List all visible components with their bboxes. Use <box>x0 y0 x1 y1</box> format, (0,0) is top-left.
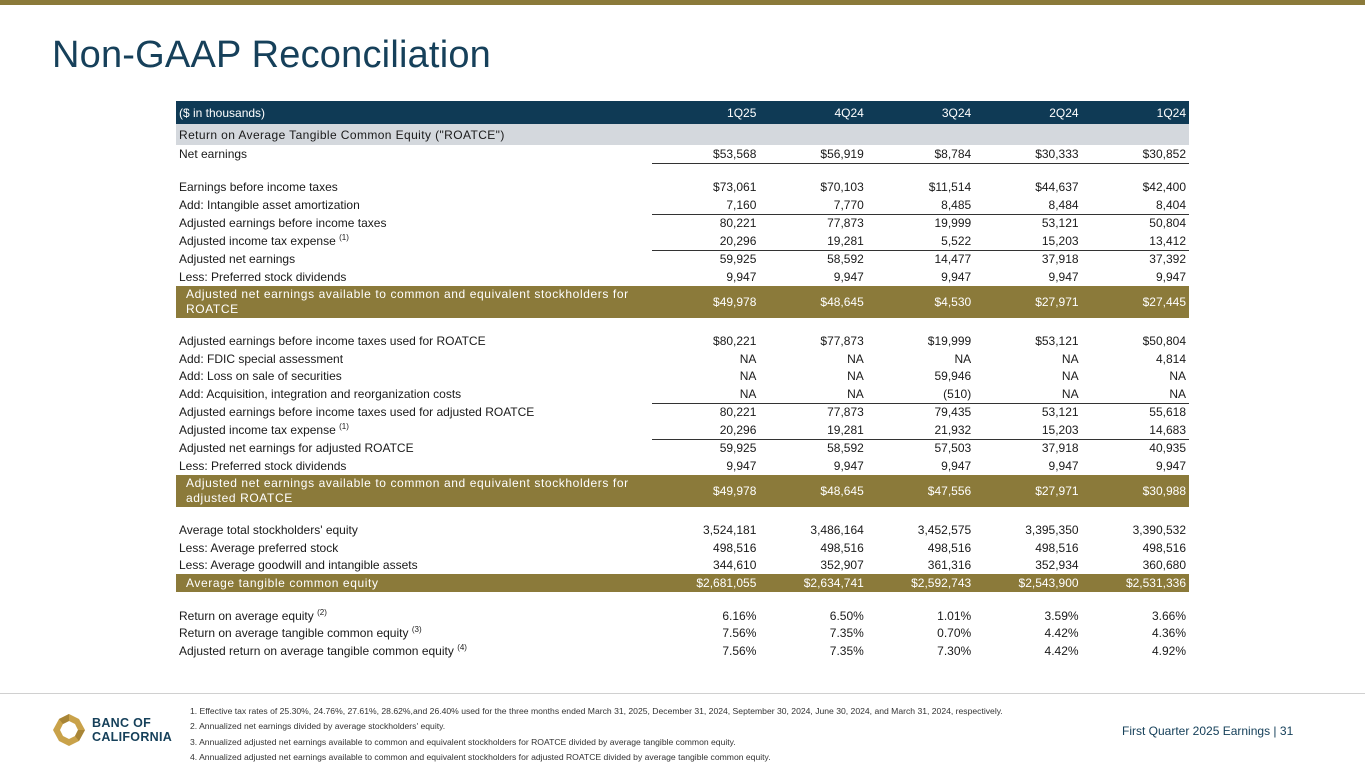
table-row-avg-goodwill <box>176 557 1189 575</box>
row-value: $2,543,900 <box>974 574 1081 592</box>
row-value: 3,452,575 <box>917 523 972 538</box>
row-value: 344,610 <box>713 558 757 573</box>
footnote-ref: (2) <box>317 607 327 617</box>
row-value: 4.42% <box>1044 626 1079 641</box>
row-value: 6.50% <box>829 608 864 623</box>
row-value: 55,618 <box>1149 405 1186 420</box>
row-label: Adjusted earnings before income taxes used for adjusted ROATCE <box>179 405 535 419</box>
row-value: 3.59% <box>1044 608 1079 623</box>
row-value: 498,516 <box>1035 540 1079 555</box>
row-value: $53,121 <box>1035 334 1079 349</box>
row-value: 9,947 <box>726 269 757 284</box>
footnote-1: 1. Effective tax rates of 25.30%, 24.76%, 27.61%, 28.62%,and 26.40% used for the three months ended March 31, 2025, December 31, 2024, September 30, 2024, June 30, 2024, and March 31, 2024, respectively. <box>190 706 1003 716</box>
row-value: NA <box>739 369 757 384</box>
row-value: 352,907 <box>820 558 864 573</box>
table-row-adj-net-common-adj <box>176 475 1189 507</box>
row-label: Adjusted return on average tangible common equity $^{(4)}$ <box>179 642 467 658</box>
row-value: 77,873 <box>827 405 864 420</box>
row-value: $30,852 <box>1082 145 1189 163</box>
table-row-roatce <box>176 625 1189 643</box>
table-row-avg-equity <box>176 522 1189 540</box>
row-value: 6.16% <box>722 608 757 623</box>
row-value: $4,530 <box>867 286 974 318</box>
row-value: 53,121 <box>1041 216 1079 231</box>
row-label: Adjusted net earnings for adjusted ROATCE <box>179 441 414 455</box>
row-value: 37,392 <box>1149 252 1186 267</box>
row-value: 20,296 <box>652 421 759 439</box>
table-row-intangible-amort <box>176 196 1189 214</box>
row-label: Less: Preferred stock dividends <box>179 269 347 284</box>
row-value: 9,947 <box>1155 458 1186 473</box>
logo-line-1: BANC OF <box>92 716 152 730</box>
row-value: 361,316 <box>927 558 972 573</box>
table-row-pref-div2 <box>176 457 1189 475</box>
table-row-roae <box>176 607 1189 625</box>
row-value: $50,804 <box>1142 334 1186 349</box>
row-value: 7.30% <box>937 643 972 658</box>
row-value: 59,946 <box>934 369 972 384</box>
table-row-adj-roatce <box>176 642 1189 660</box>
row-value: NA <box>1169 369 1186 384</box>
row-value: $27,971 <box>974 475 1081 507</box>
row-value: 7,770 <box>759 196 866 214</box>
row-value: $8,784 <box>867 145 974 163</box>
table-row-adj-net <box>176 250 1189 268</box>
footnotes <box>190 704 1170 765</box>
row-label: Adjusted net earnings available to common and equivalent stockholders for ROATCE <box>176 286 652 318</box>
row-value: 13,412 <box>1082 232 1189 250</box>
row-value: 15,203 <box>974 421 1081 439</box>
row-value: 20,296 <box>652 232 759 250</box>
row-value: 14,683 <box>1082 421 1189 439</box>
row-label: Net earnings <box>179 147 248 161</box>
footnote-ref: (3) <box>411 625 422 635</box>
row-label: Average total stockholders' equity <box>179 523 358 538</box>
row-value: $56,919 <box>759 145 866 163</box>
row-value: 8,404 <box>1082 196 1189 214</box>
row-value: $2,592,743 <box>867 574 974 592</box>
row-label: Return on average tangible common equity $^{(3)}$ <box>179 625 422 641</box>
row-value: NA <box>1061 351 1079 366</box>
header-4q24: 4Q24 <box>759 101 866 124</box>
row-value: 19,281 <box>759 232 866 250</box>
row-label: Add: Intangible asset amortization <box>179 198 360 212</box>
row-value: 21,932 <box>867 421 974 439</box>
row-value: $49,978 <box>652 286 759 318</box>
row-value: 498,516 <box>820 540 864 555</box>
logo-wordmark <box>92 716 172 744</box>
row-value: 352,934 <box>1035 558 1079 573</box>
row-value: 498,516 <box>713 540 757 555</box>
footnote-4: 4. Annualized adjusted net earnings available to common and equivalent stockholders for adjusted ROATCE divided by average tangible common equity. <box>190 751 771 762</box>
table-row-adj-ebit-adj <box>176 403 1189 421</box>
footnote-ref: (4) <box>457 642 467 652</box>
row-value: 40,935 <box>1149 441 1186 456</box>
row-value: 4.42% <box>1044 643 1079 658</box>
row-value: $2,681,055 <box>652 574 759 592</box>
row-label: Less: Preferred stock dividends <box>179 458 347 473</box>
row-value: NA <box>759 385 866 403</box>
row-value: 8,485 <box>867 196 974 214</box>
row-value: 7.35% <box>829 626 864 641</box>
row-value: 1.01% <box>937 608 972 623</box>
row-value: 7.35% <box>829 643 864 658</box>
row-value: 7,160 <box>652 196 759 214</box>
row-value: NA <box>954 351 972 366</box>
row-value: $27,971 <box>974 286 1081 318</box>
row-value: NA <box>739 351 757 366</box>
footnote-ref: (1) <box>339 422 349 431</box>
footnote-ref: (1) <box>339 233 349 242</box>
row-value: $77,873 <box>820 334 864 349</box>
row-value: 80,221 <box>719 405 757 420</box>
page-title: Non-GAAP Reconciliation <box>52 34 492 76</box>
row-value: $30,333 <box>974 145 1081 163</box>
row-label: Return on average equity $^{(2)}$ <box>179 607 327 623</box>
row-value: 14,477 <box>934 252 972 267</box>
row-value: 9,947 <box>1048 458 1079 473</box>
row-value: NA <box>1061 369 1079 384</box>
row-value: 3,524,181 <box>703 523 757 538</box>
row-value: 50,804 <box>1149 216 1186 231</box>
row-value: 37,918 <box>1041 252 1079 267</box>
row-value: 3.66% <box>1151 608 1186 623</box>
table-row-adj-tax2 <box>176 421 1189 439</box>
row-value: $30,988 <box>1082 475 1189 507</box>
row-value: $11,514 <box>928 180 972 195</box>
row-label: Adjusted income tax expense $^{(1)}$ <box>179 233 349 248</box>
row-value: 3,486,164 <box>810 523 864 538</box>
footer-page-info <box>1122 724 1293 738</box>
row-value: 360,680 <box>1142 558 1186 573</box>
header-1q24: 1Q24 <box>1082 101 1189 124</box>
header-3q24: 3Q24 <box>867 101 974 124</box>
row-label: Adjusted net earnings available to common and equivalent stockholders for adjusted ROATCE <box>176 475 652 507</box>
row-value: 7.56% <box>722 626 757 641</box>
row-label: Less: Average preferred stock <box>179 540 339 555</box>
row-value: 37,918 <box>1041 441 1079 456</box>
row-value: 80,221 <box>719 216 757 231</box>
row-value: 19,281 <box>759 421 866 439</box>
row-value: 59,925 <box>719 252 757 267</box>
footer-text: First Quarter 2025 Earnings <box>1122 724 1271 738</box>
row-value: 3,395,350 <box>1025 523 1079 538</box>
row-value: 7.56% <box>722 643 757 658</box>
row-value: $70,103 <box>820 180 864 195</box>
table-row-net-earnings <box>176 145 1189 163</box>
row-value: $49,978 <box>652 475 759 507</box>
table-row-adj-net-adj <box>176 439 1189 457</box>
table-row-loss-sec <box>176 368 1189 386</box>
row-label: Add: Loss on sale of securities <box>179 369 342 384</box>
top-accent-bar <box>0 0 1365 5</box>
row-value: 498,516 <box>927 540 972 555</box>
row-value: $80,221 <box>713 334 757 349</box>
row-label: Adjusted earnings before income taxes <box>179 216 387 230</box>
footer-separator: | <box>1273 724 1277 738</box>
row-value: 3,390,532 <box>1132 523 1186 538</box>
table-row-acq <box>176 385 1189 403</box>
banc-of-california-logo <box>52 713 174 747</box>
table-header-row <box>176 101 1189 124</box>
row-value: 8,484 <box>974 196 1081 214</box>
table-row-adj-ebit-roatce <box>176 333 1189 351</box>
footer-divider <box>0 693 1365 694</box>
page-number: 31 <box>1279 724 1294 738</box>
row-value: NA <box>847 369 864 384</box>
row-label: Average tangible common equity <box>176 574 652 592</box>
row-value: 19,999 <box>934 216 972 231</box>
row-value: $48,645 <box>759 286 866 318</box>
row-value: 9,947 <box>941 458 972 473</box>
row-value: $27,445 <box>1082 286 1189 318</box>
row-value: 9,947 <box>833 269 864 284</box>
row-value: 498,516 <box>1142 540 1186 555</box>
table-row-adj-ebit <box>176 214 1189 232</box>
row-value: 15,203 <box>974 232 1081 250</box>
header-units: ($ in thousands) <box>176 101 652 124</box>
row-value: $2,531,336 <box>1082 574 1189 592</box>
section-title-row <box>176 124 1189 145</box>
row-value: 9,947 <box>941 269 972 284</box>
footnote-2: 2. Annualized net earnings divided by average stockholders' equity. <box>190 721 446 732</box>
row-value: 0.70% <box>937 626 972 641</box>
logo-mark-icon <box>52 713 86 747</box>
row-value: 79,435 <box>934 405 972 420</box>
row-value: 58,592 <box>827 252 864 267</box>
row-value: 9,947 <box>833 458 864 473</box>
row-value: $53,568 <box>652 145 759 163</box>
row-value: (510) <box>867 385 974 403</box>
row-value: NA <box>652 385 759 403</box>
row-value: 4.92% <box>1151 643 1186 658</box>
row-value: $48,645 <box>759 475 866 507</box>
reconciliation-table <box>176 101 1189 660</box>
section-title: Return on Average Tangible Common Equity ("ROATCE") <box>176 124 1189 145</box>
row-label: Adjusted earnings before income taxes used for ROATCE <box>179 334 486 349</box>
table-row-avg-tce <box>176 574 1189 592</box>
row-value: $47,556 <box>867 475 974 507</box>
row-label: Add: FDIC special assessment <box>179 351 344 366</box>
row-value: NA <box>974 385 1081 403</box>
row-value: $19,999 <box>927 334 972 349</box>
row-label: Adjusted net earnings <box>179 252 296 266</box>
table-row-adj-tax <box>176 232 1189 250</box>
logo-line-2: CALIFORNIA <box>92 730 173 744</box>
table-row-pref-div <box>176 268 1189 286</box>
row-value: $2,634,741 <box>759 574 866 592</box>
row-value: NA <box>1082 385 1189 403</box>
row-value: 58,592 <box>827 441 864 456</box>
row-value: $44,637 <box>1035 180 1079 195</box>
row-value: 59,925 <box>719 441 757 456</box>
row-value: 53,121 <box>1041 405 1079 420</box>
row-label: Earnings before income taxes <box>179 180 338 195</box>
footnote-3: 3. Annualized adjusted net earnings available to common and equivalent stockholders for ROATCE divided by average tangible common equity. <box>190 736 736 747</box>
row-value: 77,873 <box>827 216 864 231</box>
row-value: 9,947 <box>1155 269 1186 284</box>
row-value: 9,947 <box>1048 269 1079 284</box>
row-value: 5,522 <box>867 232 974 250</box>
row-value: 9,947 <box>726 458 757 473</box>
row-value: NA <box>847 351 864 366</box>
header-2q24: 2Q24 <box>974 101 1081 124</box>
row-value: 4,814 <box>1155 351 1186 366</box>
row-label: Add: Acquisition, integration and reorganization costs <box>179 387 462 401</box>
row-label: Less: Average goodwill and intangible assets <box>179 558 418 573</box>
table-row-avg-pref <box>176 539 1189 557</box>
table-row-ebit <box>176 179 1189 197</box>
row-value: 57,503 <box>934 441 972 456</box>
row-label: Adjusted income tax expense $^{(1)}$ <box>179 422 349 437</box>
table-row-fdic <box>176 350 1189 368</box>
table-row-adj-net-common <box>176 286 1189 318</box>
header-1q25: 1Q25 <box>652 101 759 124</box>
row-value: $73,061 <box>713 180 757 195</box>
row-value: 4.36% <box>1151 626 1186 641</box>
row-value: $42,400 <box>1142 180 1186 195</box>
